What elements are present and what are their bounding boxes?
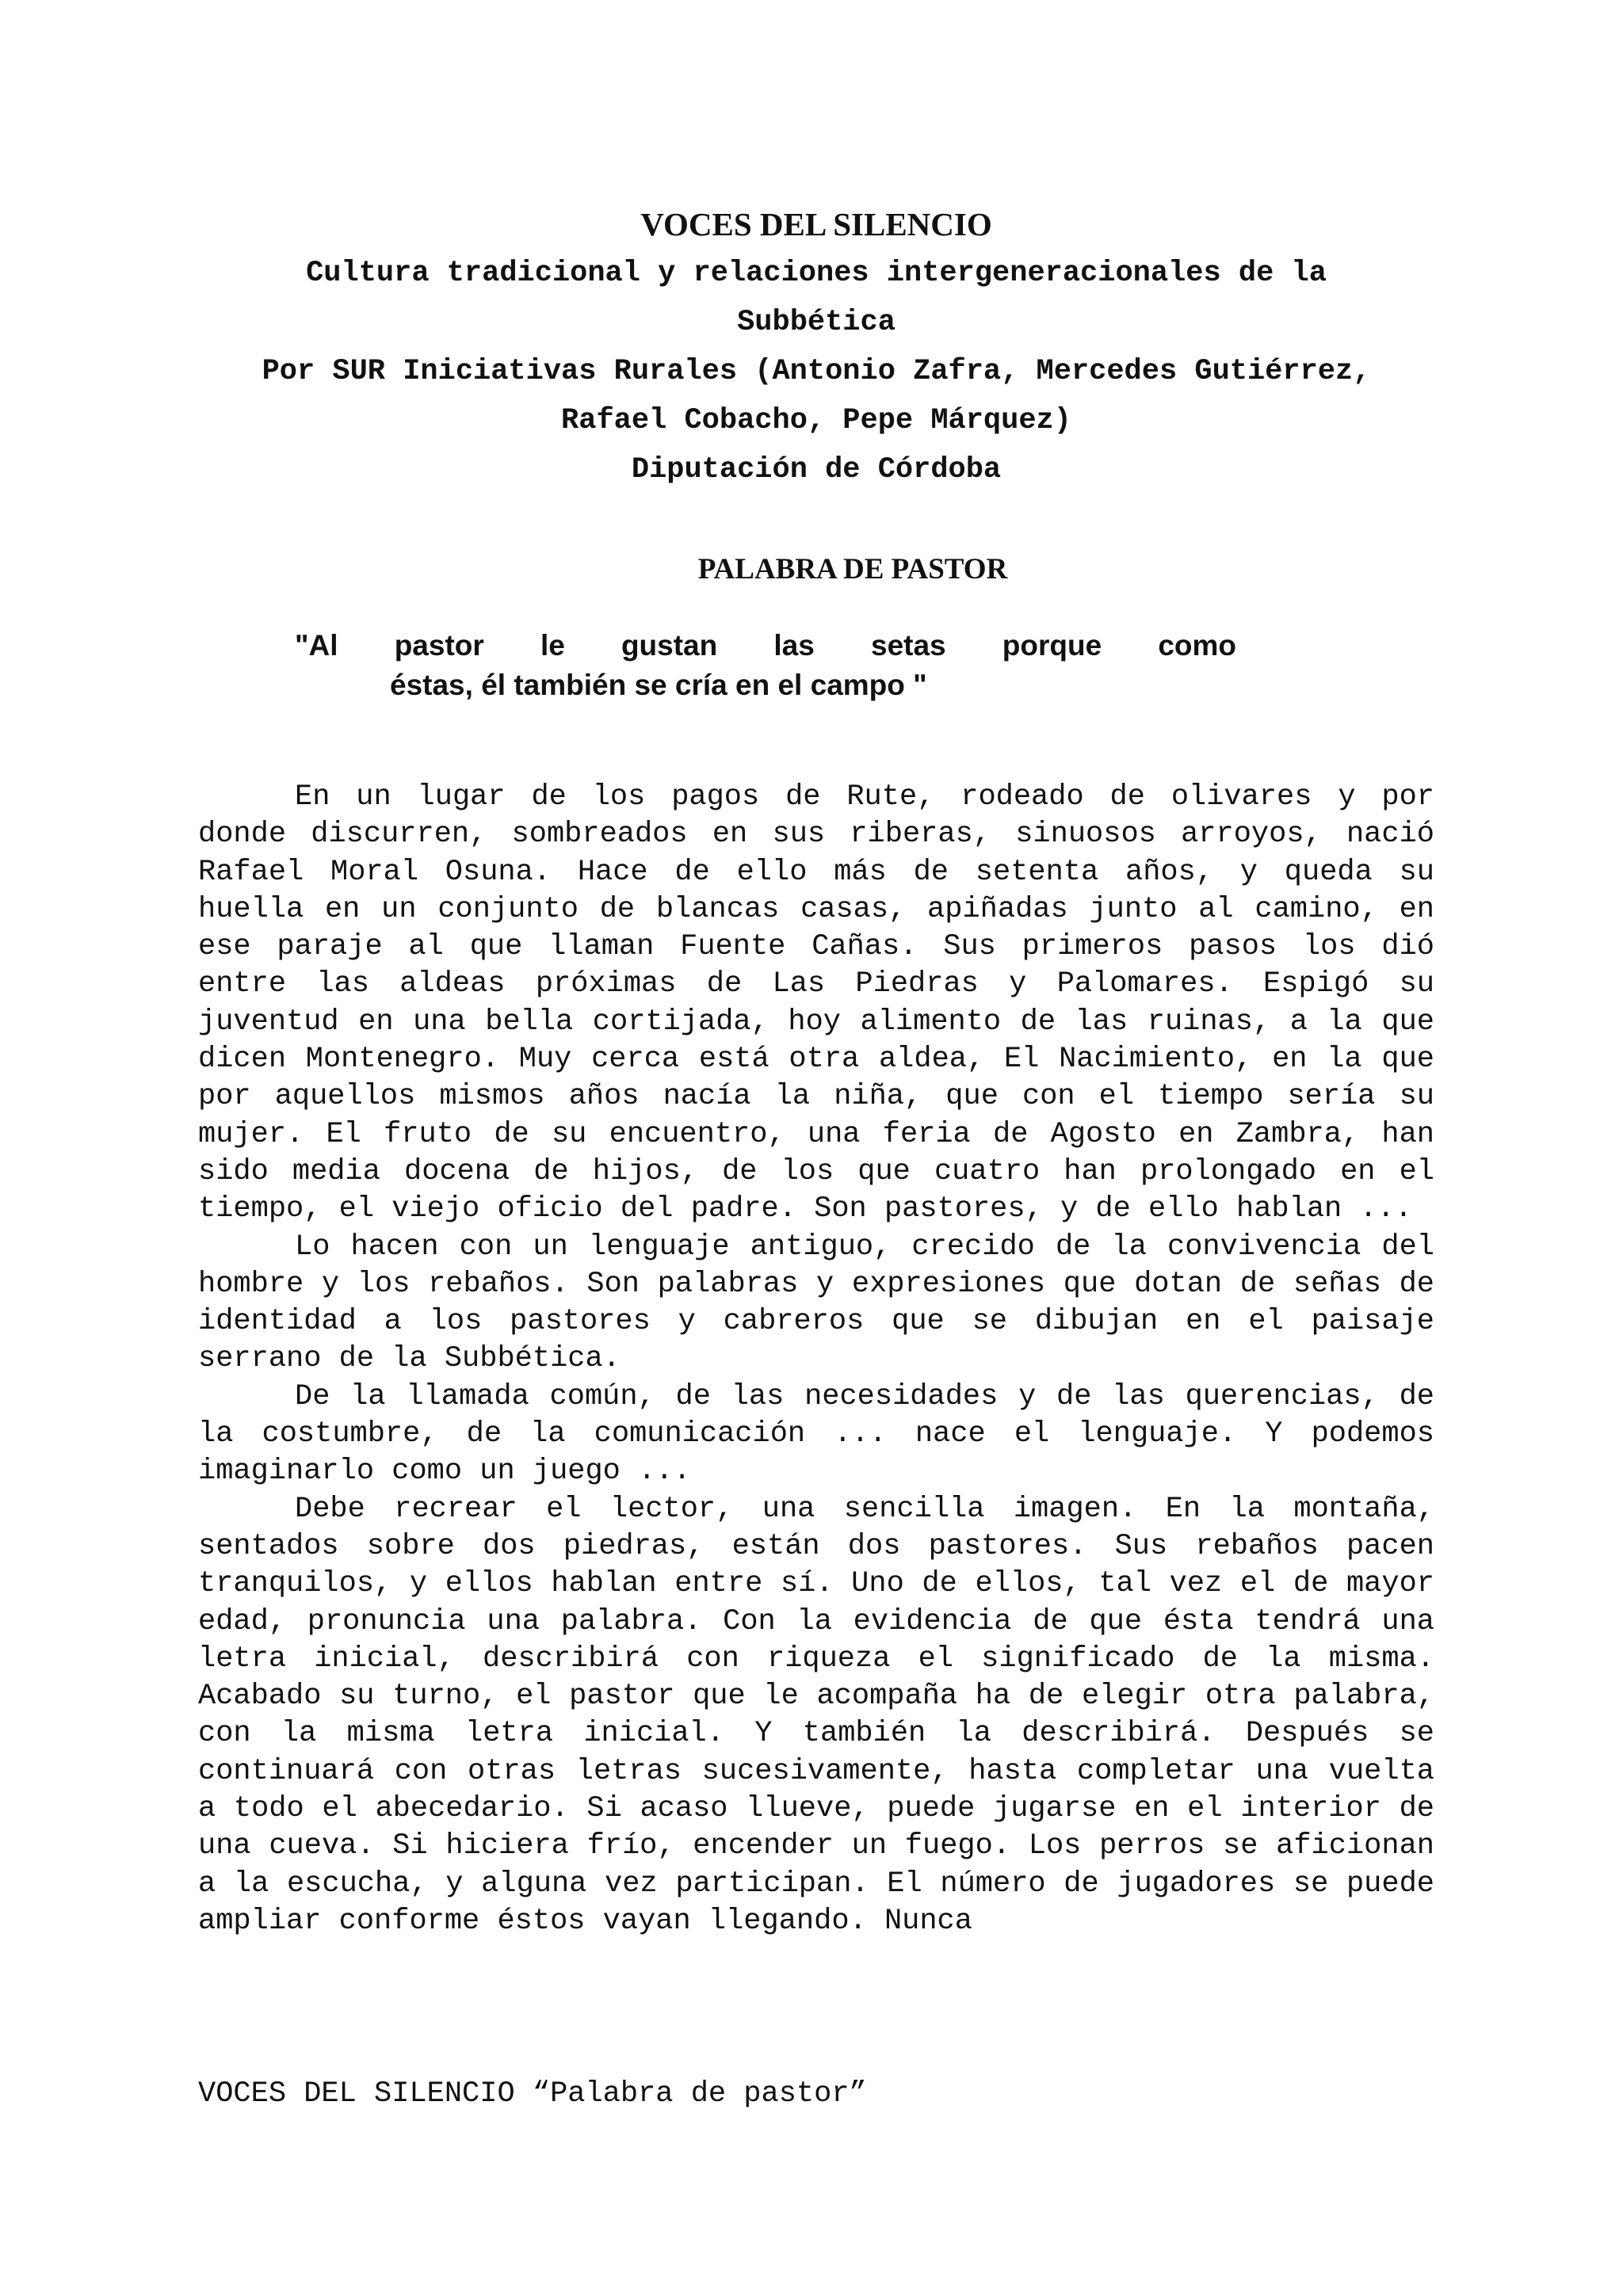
body-paragraph-2: Lo hacen con un lenguaje antiguo, crecido de la convivencia del hombre y los rebaños. Son palabras y expresiones que dotan de señas de identidad a los pastores y cabreros que se dibujan en el paisaje serrano de la Subbética.	[198, 1230, 1434, 1376]
document-authors-line-2: Rafael Cobacho, Pepe Márquez)	[561, 404, 1071, 437]
page-footer: VOCES DEL SILENCIO “Palabra de pastor”	[198, 2077, 867, 2111]
document-title: VOCES DEL SILENCIO	[640, 206, 992, 242]
section-title: PALABRA DE PASTOR	[697, 553, 1008, 585]
epigraph-line-2: éstas, él también se cría en el campo "	[390, 669, 927, 701]
body-paragraph-3: De la llamada común, de las necesidades y de las querencias, de la costumbre, de la comunicación ... nace el lenguaje. Y podemos imaginarlo como un juego ...	[198, 1379, 1434, 1489]
epigraph	[295, 626, 1236, 705]
body-paragraph-1: En un lugar de los pagos de Rute, rodeado de olivares y por donde discurren, sombreados en sus riberas, sinuosos arroyos, nació Rafael Moral Osuna. Hace de ello más de setenta años, y queda su huella en un conjunto de blancas casas, apiñadas junto al camino, en ese paraje al que llaman Fuente Cañas. Sus primeros pasos los dió entre las aldeas próximas de Las Piedras y Palomares. Espigó su juventud en una bella cortijada, hoy alimento de las ruinas, a la que dicen Montenegro. Muy cerca está otra aldea, El Nacimiento, en la que por aquellos mismos años nacía la niña, que con el tiempo sería su mujer. El fruto de su encuentro, una feria de Agosto en Zambra, han sido media docena de hijos, de los que cuatro han prolongado en el tiempo, el viejo oficio del padre. Son pastores, y de ello hablan ...	[198, 780, 1434, 1226]
body-text	[198, 779, 1434, 1940]
document-subtitle-line-1: Cultura tradicional y relaciones intergeneracionales de la	[306, 257, 1327, 290]
document-header	[198, 200, 1434, 494]
body-paragraph-4: Debe recrear el lector, una sencilla imagen. En la montaña, sentados sobre dos piedras, están dos pastores. Sus rebaños pacen tranquilos, y ellos hablan entre sí. Uno de ellos, tal vez el de mayor edad, pronuncia una palabra. Con la evidencia de que ésta tendrá una letra inicial, describirá con riqueza el significado de la misma. Acabado su turno, el pastor que le acompaña ha de elegir otra palabra, con la misma letra inicial. Y también la describirá. Después se continuará con otras letras sucesivamente, hasta completar una vuelta a todo el abecedario. Si acaso llueve, puede jugarse en el interior de una cueva. Si hiciera frío, encender un fuego. Los perros se aficionan a la escucha, y alguna vez participan. El número de jugadores se puede ampliar conforme éstos vayan llegando. Nunca	[198, 1492, 1434, 1938]
document-subtitle-line-2: Subbética	[737, 306, 896, 339]
epigraph-line-1: "Al pastor le gustan las setas porque como	[295, 629, 1236, 662]
document-publisher: Diputación de Córdoba	[631, 453, 1002, 486]
document-authors-line-1: Por SUR Iniciativas Rurales (Antonio Zafra, Mercedes Gutiérrez,	[262, 355, 1371, 388]
